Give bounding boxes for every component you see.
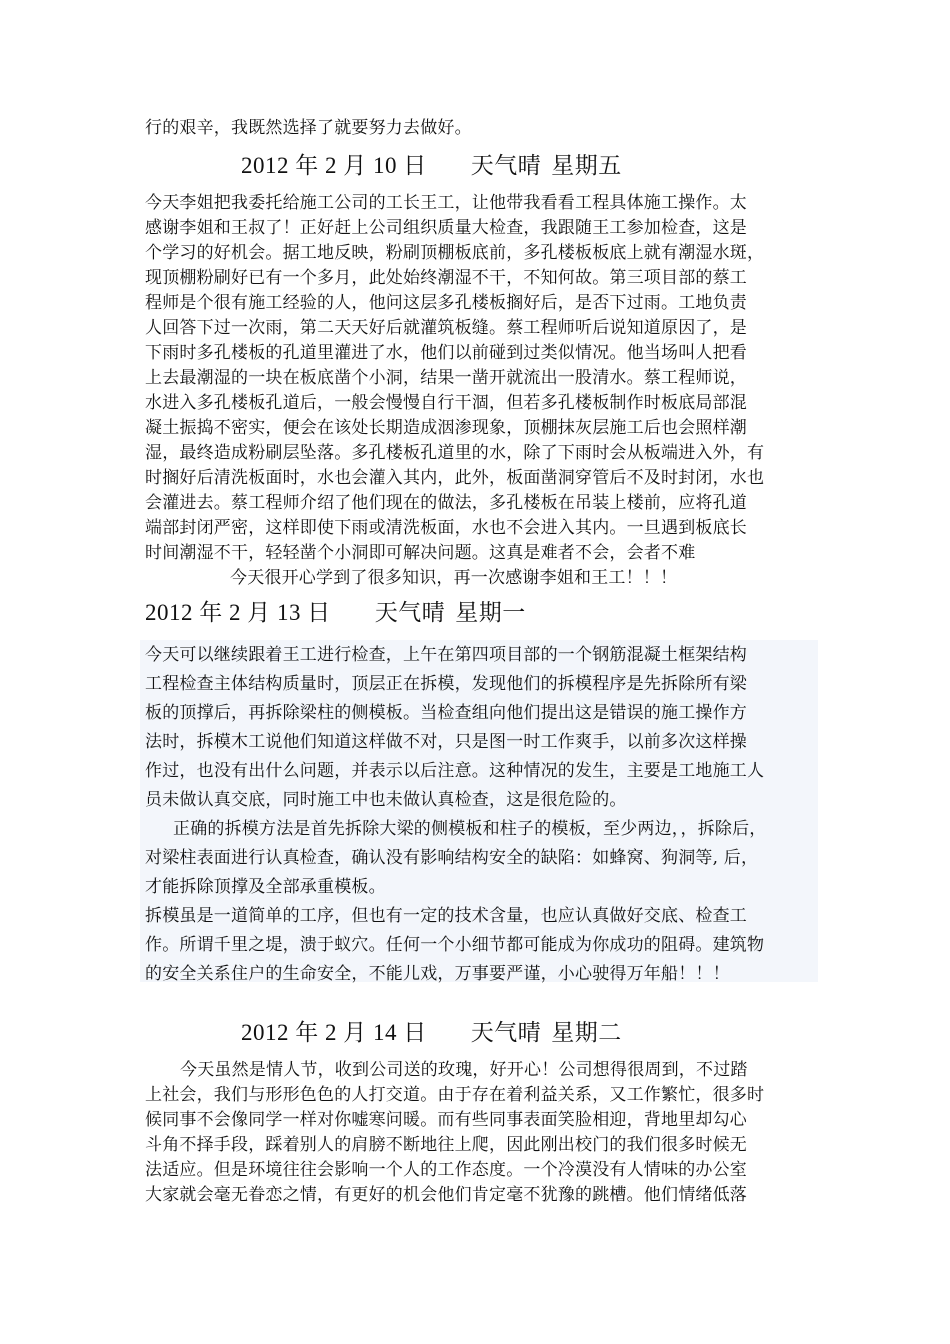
body-line: 板的顶撑后，再拆除梁柱的侧模板。当检查组向他们提出这是错误的施工操作方 — [145, 703, 747, 723]
body-line: 工程检查主体结构质量时，顶层正在拆模，发现他们的拆模程序是先拆除所有梁 — [145, 674, 747, 694]
body-line: 候同事不会像同学一样对你嘘寒问暖。而有些同事表面笑脸相迎，背地里却勾心 — [145, 1110, 747, 1130]
body-line: 端部封闭严密，这样即使下雨或清洗板面，水也不会进入其内。一旦遇到板底长 — [145, 518, 747, 538]
entry-date: 2012 年 2 月 10 日 — [241, 153, 427, 178]
body-line: 法适应。但是环境往往会影响一个人的工作态度。一个冷漠没有人情味的办公室 — [145, 1160, 747, 1180]
body-line: 会灌进去。蔡工程师介绍了他们现在的做法，多孔楼板在吊装上楼前，应将孔道 — [145, 493, 747, 513]
body-line: 湿，最终造成粉刷层坠落。多孔楼板孔道里的水，除了下雨时会从板端进入外，有 — [145, 443, 765, 463]
body-line: 上社会，我们与形形色色的人打交道。由于存在着利益关系，又工作繁忙，很多时 — [145, 1085, 765, 1105]
body-line: 时间潮湿不干，轻轻凿个小洞即可解决问题。这真是难者不会，会者不难 — [145, 543, 696, 563]
body-line: 程师是个很有施工经验的人，他问这层多孔楼板搁好后，是否下过雨。工地负责 — [145, 293, 747, 313]
body-line: 才能拆除顶撑及全部承重模板。 — [145, 877, 386, 897]
entry-weather: 天气晴 — [470, 1020, 542, 1045]
body-line: 员未做认真交底，同时施工中也未做认真检查，这是很危险的。 — [145, 790, 627, 810]
body-line: 今天可以继续跟着王工进行检查，上午在第四项目部的一个钢筋混凝土框架结构 — [145, 645, 747, 665]
body-line: 上去最潮湿的一块在板底凿个小洞，结果一凿开就流出一股清水。蔡工程师说， — [145, 368, 747, 388]
body-line: 作。所谓千里之堤，溃于蚁穴。任何一个小细节都可能成为你成功的阻碍。建筑物 — [145, 935, 765, 955]
body-line-closing: 今天很开心学到了很多知识，再一次感谢李姐和王工！！！ — [230, 568, 678, 588]
body-line: 大家就会毫无眷恋之情，有更好的机会他们肯定毫不犹豫的跳槽。他们情绪低落 — [145, 1185, 747, 1205]
body-line: 感谢李姐和王叔了！正好赶上公司组织质量大检查，我跟随王工参加检查，这是 — [145, 218, 747, 238]
entry-heading-feb10 — [241, 151, 622, 181]
body-line: 人回答下过一次雨，第二天天好后就灌筑板缝。蔡工程师听后说知道原因了，是 — [145, 318, 747, 338]
entry-weekday: 星期一 — [455, 600, 526, 625]
body-line: 法时，拆模木工说他们知道这样做不对，只是图一时工作爽手，以前多次这样操 — [145, 732, 747, 752]
body-line: 拆模虽是一道简单的工序，但也有一定的技术含量，也应认真做好交底、检查工 — [145, 906, 747, 926]
body-line: 的安全关系住户的生命安全，不能儿戏，万事要严谨，小心驶得万年船！！！ — [145, 964, 730, 984]
entry-weather: 天气晴 — [374, 600, 446, 625]
entry-weekday: 星期五 — [551, 153, 622, 178]
entry-heading-feb14 — [241, 1018, 622, 1048]
entry-date: 2012 年 2 月 13 日 — [145, 600, 331, 625]
body-line: 正确的拆模方法是首先拆除大梁的侧模板和柱子的模板，至少两边，，拆除后， — [173, 819, 767, 839]
entry-date: 2012 年 2 月 14 日 — [241, 1020, 427, 1045]
body-line: 下雨时多孔楼板的孔道里灌进了水，他们以前碰到过类似情况。他当场叫人把看 — [145, 343, 747, 363]
body-line: 凝土振捣不密实，便会在该处长期造成洇渗现象，顶棚抹灰层施工后也会照样潮 — [145, 418, 747, 438]
entry-weekday: 星期二 — [551, 1020, 622, 1045]
body-line: 个学习的好机会。据工地反映，粉刷顶棚板底前，多孔楼板板底上就有潮湿水斑， — [145, 243, 765, 263]
intro-line: 行的艰辛，我既然选择了就要努力去做好。 — [145, 118, 472, 138]
entry-weather: 天气晴 — [470, 153, 542, 178]
body-line: 作过，也没有出什么问题，并表示以后注意。这种情况的发生，主要是工地施工人 — [145, 761, 765, 781]
body-line: 今天虽然是情人节，收到公司送的玫瑰，好开心！公司想得很周到，不过踏 — [180, 1060, 748, 1080]
body-line: 现顶棚粉刷好已有一个多月，此处始终潮湿不干，不知何故。第三项目部的蔡工 — [145, 268, 747, 288]
body-line: 对梁柱表面进行认真检查，确认没有影响结构安全的缺陷：如蜂窝、狗洞等, 后， — [145, 848, 759, 868]
body-line: 今天李姐把我委托给施工公司的工长王工，让他带我看看工程具体施工操作。太 — [145, 193, 747, 213]
body-line: 时搁好后清洗板面时，水也会灌入其内，此外，板面凿洞穿管后不及时封闭，水也 — [145, 468, 765, 488]
entry-heading-feb13 — [145, 598, 526, 628]
body-line: 斗角不择手段，踩着别人的肩膀不断地往上爬，因此刚出校门的我们很多时候无 — [145, 1135, 747, 1155]
body-line: 水进入多孔楼板孔道后，一般会慢慢自行干涸，但若多孔楼板制作时板底局部混 — [145, 393, 747, 413]
